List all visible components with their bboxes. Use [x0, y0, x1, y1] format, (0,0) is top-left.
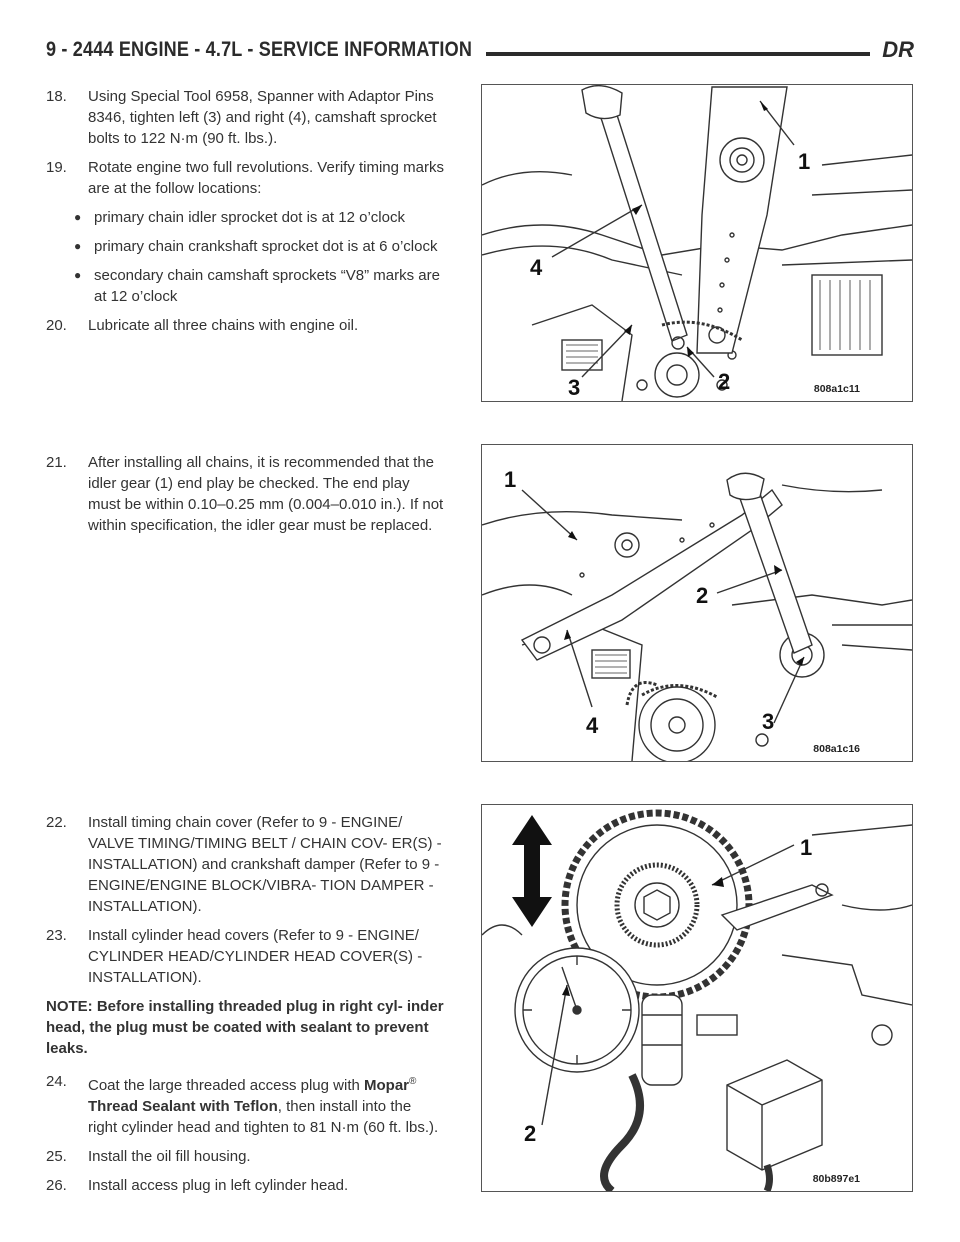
step-text: Install the oil fill housing.: [88, 1148, 251, 1165]
product-name: Thread Sealant with Teflon: [88, 1098, 278, 1115]
figure-3: [481, 804, 913, 1192]
figure-1-code: 808a1c11: [813, 383, 860, 395]
step-number: 24.: [46, 1073, 67, 1090]
step-number: 19.: [46, 159, 67, 176]
step-18: [46, 86, 444, 149]
section-3-text: [46, 812, 444, 1204]
step-22: [46, 812, 444, 917]
step-text: Install cylinder head covers (Refer to 9 - ENGINE/ CYLINDER HEAD/CYLINDER HEAD COVER(S) - INSTALLATION).: [88, 927, 423, 986]
step-text: Rotate engine two full revolutions. Verify timing marks are at the follow locations:: [88, 159, 444, 197]
page-header: [46, 38, 914, 68]
figure-1-callout-4: 4: [530, 255, 543, 280]
step-number: 22.: [46, 814, 67, 831]
step-text: Using Special Tool 6958, Spanner with Adaptor Pins 8346, tighten left (3) and right (4), camshaft sprocket bolts to 122 N·m (90 ft. lbs.).: [88, 88, 437, 147]
step-number: 26.: [46, 1177, 67, 1194]
registered-mark: ®: [409, 1076, 417, 1087]
step-text: Install timing chain cover (Refer to 9 - ENGINE/ VALVE TIMING/TIMING BELT / CHAIN COV- ER(S) - INSTALLATION) and crankshaft damper (Refer to 9 - ENGINE/ENGINE BLOCK/VIBRA- TION DAMPER - INSTALLATION).: [88, 814, 442, 915]
figure-1-illustration: [482, 85, 912, 401]
figure-1-callout-3: 3: [568, 375, 581, 400]
section-1-text: [46, 86, 444, 344]
figure-3-callout-1: 1: [800, 835, 813, 860]
bullet-item: [46, 236, 444, 257]
bullet-item: [46, 207, 444, 228]
header-rule: [486, 52, 870, 56]
section-2-text: [46, 452, 444, 544]
bullet-icon: ●: [74, 268, 82, 282]
figure-1: [481, 84, 913, 402]
figure-3-callout-2: 2: [524, 1121, 537, 1146]
figure-2-callout-4: 4: [586, 713, 599, 738]
step-number: 18.: [46, 88, 67, 105]
step-23: [46, 925, 444, 988]
header-code: DR: [882, 37, 914, 62]
step-text-post: , then install into the right cylinder head and tighten to 81 N·m (60 ft. lbs.).: [88, 1098, 439, 1136]
note-text: NOTE: Before installing threaded plug in right cyl- inder head, the plug must be coated with sealant to prevent leaks.: [46, 998, 444, 1057]
figure-2-callout-2: 2: [696, 583, 709, 608]
step-20: [46, 315, 444, 336]
figure-3-illustration: [482, 805, 912, 1191]
bullet-text: primary chain idler sprocket dot is at 12 o’clock: [94, 209, 405, 226]
step-text: Install access plug in left cylinder head.: [88, 1177, 349, 1194]
step-text: Lubricate all three chains with engine oil.: [88, 317, 359, 334]
step-26: [46, 1175, 444, 1196]
step-number: 25.: [46, 1148, 67, 1165]
figure-2-code: 808a1c16: [813, 743, 860, 755]
step-number: 21.: [46, 454, 67, 471]
figure-1-callout-1: 1: [798, 149, 811, 174]
figure-1-callout-2: 2: [718, 369, 731, 394]
bullet-icon: ●: [74, 210, 82, 224]
figure-3-code: 80b897e1: [812, 1173, 860, 1185]
step-21: [46, 452, 444, 536]
bullet-text: primary chain crankshaft sprocket dot is at 6 o’clock: [94, 238, 438, 255]
step-25: [46, 1146, 444, 1167]
step-19: [46, 157, 444, 199]
figure-2-callout-3: 3: [762, 709, 775, 734]
header-title: 9 - 2444 ENGINE - 4.7L - SERVICE INFORMATION: [46, 38, 473, 61]
figure-2: [481, 444, 913, 762]
step-text: After installing all chains, it is recommended that the idler gear (1) end play be checked. The end play must be within 0.10–0.25 mm (0.004–0.010 in.). If not within specification, the idler gear must be replaced.: [88, 454, 444, 534]
bullet-text: secondary chain camshaft sprockets “V8” marks are at 12 o’clock: [94, 267, 440, 305]
figure-2-illustration: [482, 445, 912, 761]
bullet-item: [46, 265, 444, 307]
figure-2-callout-1: 1: [504, 467, 517, 492]
brand-name: Mopar: [364, 1077, 409, 1094]
step-text-pre: Coat the large threaded access plug with: [88, 1077, 364, 1094]
step-number: 23.: [46, 927, 67, 944]
bullet-icon: ●: [74, 239, 82, 253]
step-24: [46, 1071, 444, 1138]
step-number: 20.: [46, 317, 67, 334]
